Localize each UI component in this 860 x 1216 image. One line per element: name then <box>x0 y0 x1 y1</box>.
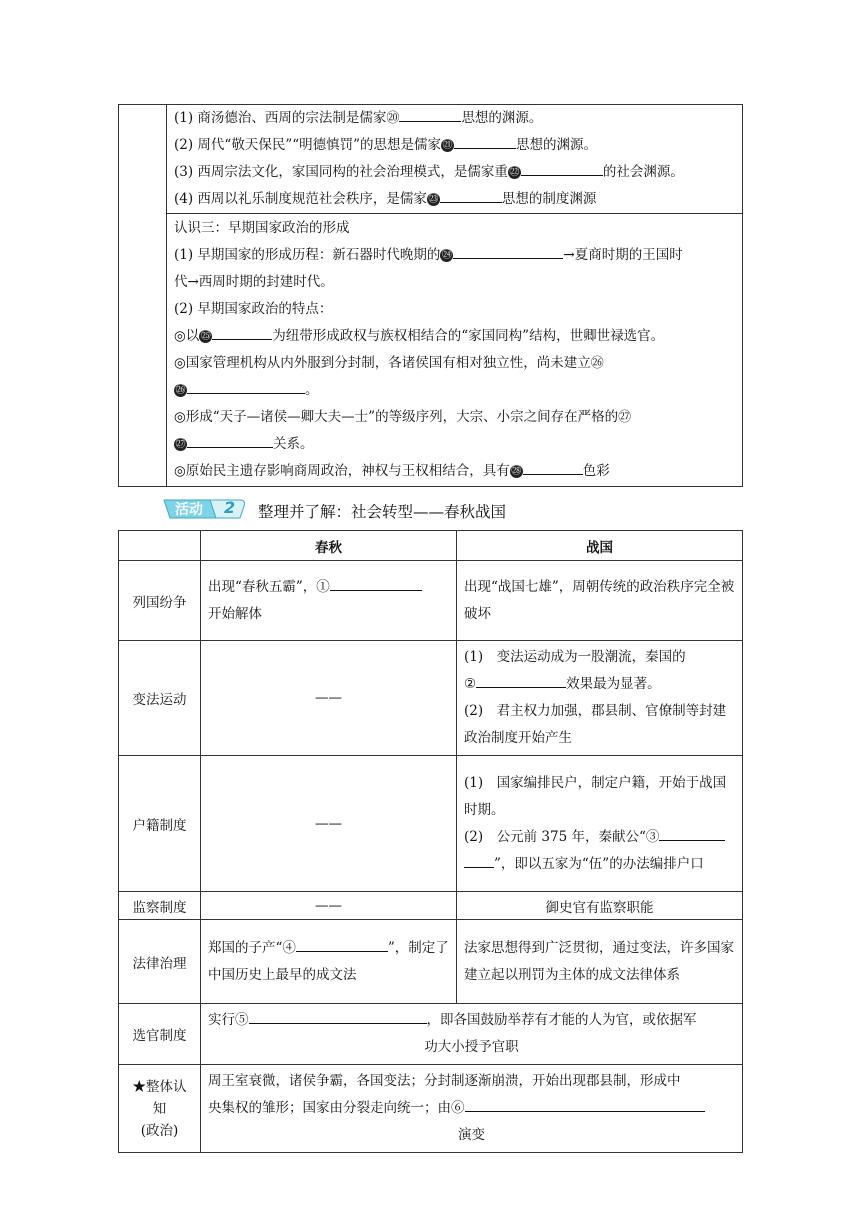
r6-content: 实行⑤ ，即各国鼓励举荐有才能的人为官，或依据军 功大小授予官职 <box>201 1004 743 1065</box>
s3-line2: (2) 早期国家政治的特点： <box>174 301 333 317</box>
item-2: (2) 周代“敬天保民”“明德慎罚”的思想是儒家 ㉑ 思想的渊源。 <box>167 132 742 159</box>
top-table <box>118 104 743 487</box>
s3-line1c: 代→西周时期的封建时代。 <box>174 274 334 290</box>
activity-badge <box>160 497 248 521</box>
item-3: (3) 西周宗法文化，家国同构的社会治理模式，是儒家重 ㉒ 的社会渊源。 <box>167 159 742 186</box>
row-label-falv: 法律治理 <box>119 920 201 1004</box>
s3-line5: ㉖ 。 <box>167 377 742 404</box>
r4-chunqiu-dash: —— <box>201 892 457 920</box>
row-label-lieguo: 列国纷争 <box>119 561 201 641</box>
s3-line4: ◎国家管理机构从内外服到分封制，各诸侯国有相对独立性，尚未建立㉖ <box>174 355 604 371</box>
header-chunqiu: 春秋 <box>201 531 457 561</box>
r3-chunqiu-dash: —— <box>201 756 457 892</box>
item-1: (1) 商汤德治、西周的宗法制是儒家⑳ 思想的渊源。 <box>167 105 742 132</box>
row-label-jiancha: 监察制度 <box>119 892 201 920</box>
r2-zhanguo: (1) 变法运动成为一股潮流，秦国的 ② 效果最为显著。 (2) 君主权力加强，郡县制、官僚制等封建政治制度开始产生 <box>457 641 743 756</box>
s3-line1: (1) 早期国家的形成历程：新石器时代晚期的 ㉔ →夏商时期的王国时 <box>167 242 742 269</box>
row-label-xuanguan: 选官制度 <box>119 1004 201 1065</box>
section3-title: 认识三：早期国家政治的形成 <box>174 220 350 236</box>
row-label-huji: 户籍制度 <box>119 756 201 892</box>
activity-badge-number: 2 <box>224 498 236 517</box>
s3-line8: ◎原始民主遗存影响商周政治，神权与王权相结合，具有 ㉘ 色彩 <box>167 458 742 485</box>
s3-line3: ◎以 ㉕ 为纽带形成政权与族权相结合的“家国同构”结构，世卿世禄选官。 <box>167 323 742 350</box>
r1-chunqiu: 出现“春秋五霸”，① 开始解体 <box>201 561 457 641</box>
row-label-zhengti: ★整体认 知 (政治) <box>119 1065 201 1153</box>
activity-title: 整理并了解：社会转型——春秋战国 <box>258 503 507 521</box>
item-4: (4) 西周以礼乐制度规范社会秩序，是儒家 ㉓ 思想的制度渊源 <box>167 186 742 213</box>
left-blank-cell-top <box>119 105 167 487</box>
r7-content: 周王室衰微，诸侯争霸，各国变法；分封制逐渐崩溃，开始出现郡县制，形成中 央集权的雏形；国家由分裂走向统一；由⑥ 演变 <box>201 1065 743 1153</box>
r2-chunqiu-dash: —— <box>201 641 457 756</box>
r1-zhanguo: 出现“战国七雄”，周朝传统的政治秩序完全被破坏 <box>457 561 743 641</box>
origins-cell <box>167 105 743 214</box>
r4-zhanguo: 御史官有监察职能 <box>457 892 743 920</box>
activity-badge-label: 活动 <box>175 502 203 518</box>
r5-zhanguo: 法家思想得到广泛贯彻，通过变法，许多国家建立起以刑罚为主体的成文法律体系 <box>457 920 743 1004</box>
s3-line7: ㉗ 关系。 <box>167 431 742 458</box>
header-blank <box>119 531 201 561</box>
header-zhanguo: 战国 <box>457 531 743 561</box>
section3-cell <box>167 214 743 487</box>
comparison-table <box>118 530 743 1153</box>
s3-line6: ◎形成“天子—诸侯—卿大夫—士”的等级序列，大宗、小宗之间存在严格的㉗ <box>174 409 632 425</box>
r5-chunqiu: 郑国的子产“④ ”，制定了中国历史上最早的成文法 <box>201 920 457 1004</box>
row-label-bianfa: 变法运动 <box>119 641 201 756</box>
r3-zhanguo: (1) 国家编排民户，制定户籍，开始于战国时期。 (2) 公元前 375 年，秦献公“③ ”，即以五家为“伍”的办法编排户口 <box>457 756 743 892</box>
